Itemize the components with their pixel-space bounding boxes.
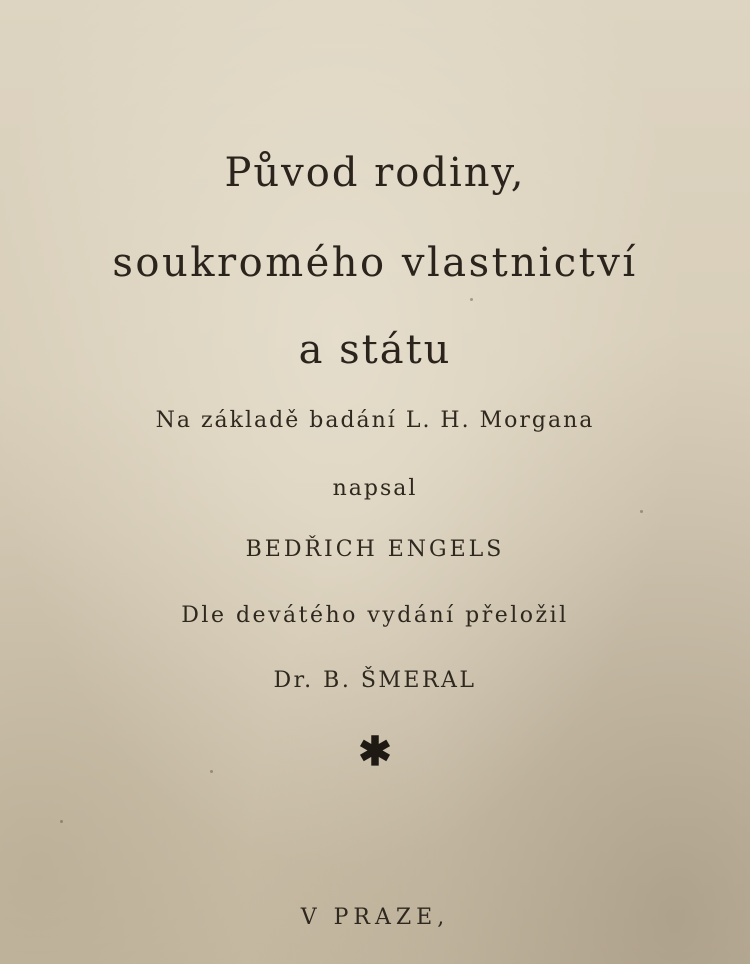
book-title-line-3: a státu (298, 327, 452, 373)
paper-speck (60, 820, 63, 823)
translator-name: Dr. B. ŠMERAL (273, 668, 477, 693)
translation-note: Dle devátého vydání přeložil (181, 603, 569, 628)
book-title-line-1: Původ rodiny, (224, 150, 526, 196)
paper-speck (210, 770, 213, 773)
author-name: BEDŘICH ENGELS (245, 537, 505, 562)
book-title-line-2: soukromého vlastnictví (112, 240, 638, 286)
publication-place: V PRAZE, (300, 905, 450, 930)
byline: napsal (332, 476, 418, 501)
paper-speck (640, 510, 643, 513)
paper-speck (470, 298, 473, 301)
asterisk-ornament-icon: ✱ (358, 728, 392, 775)
subtitle: Na základě badání L. H. Morgana (155, 408, 595, 433)
